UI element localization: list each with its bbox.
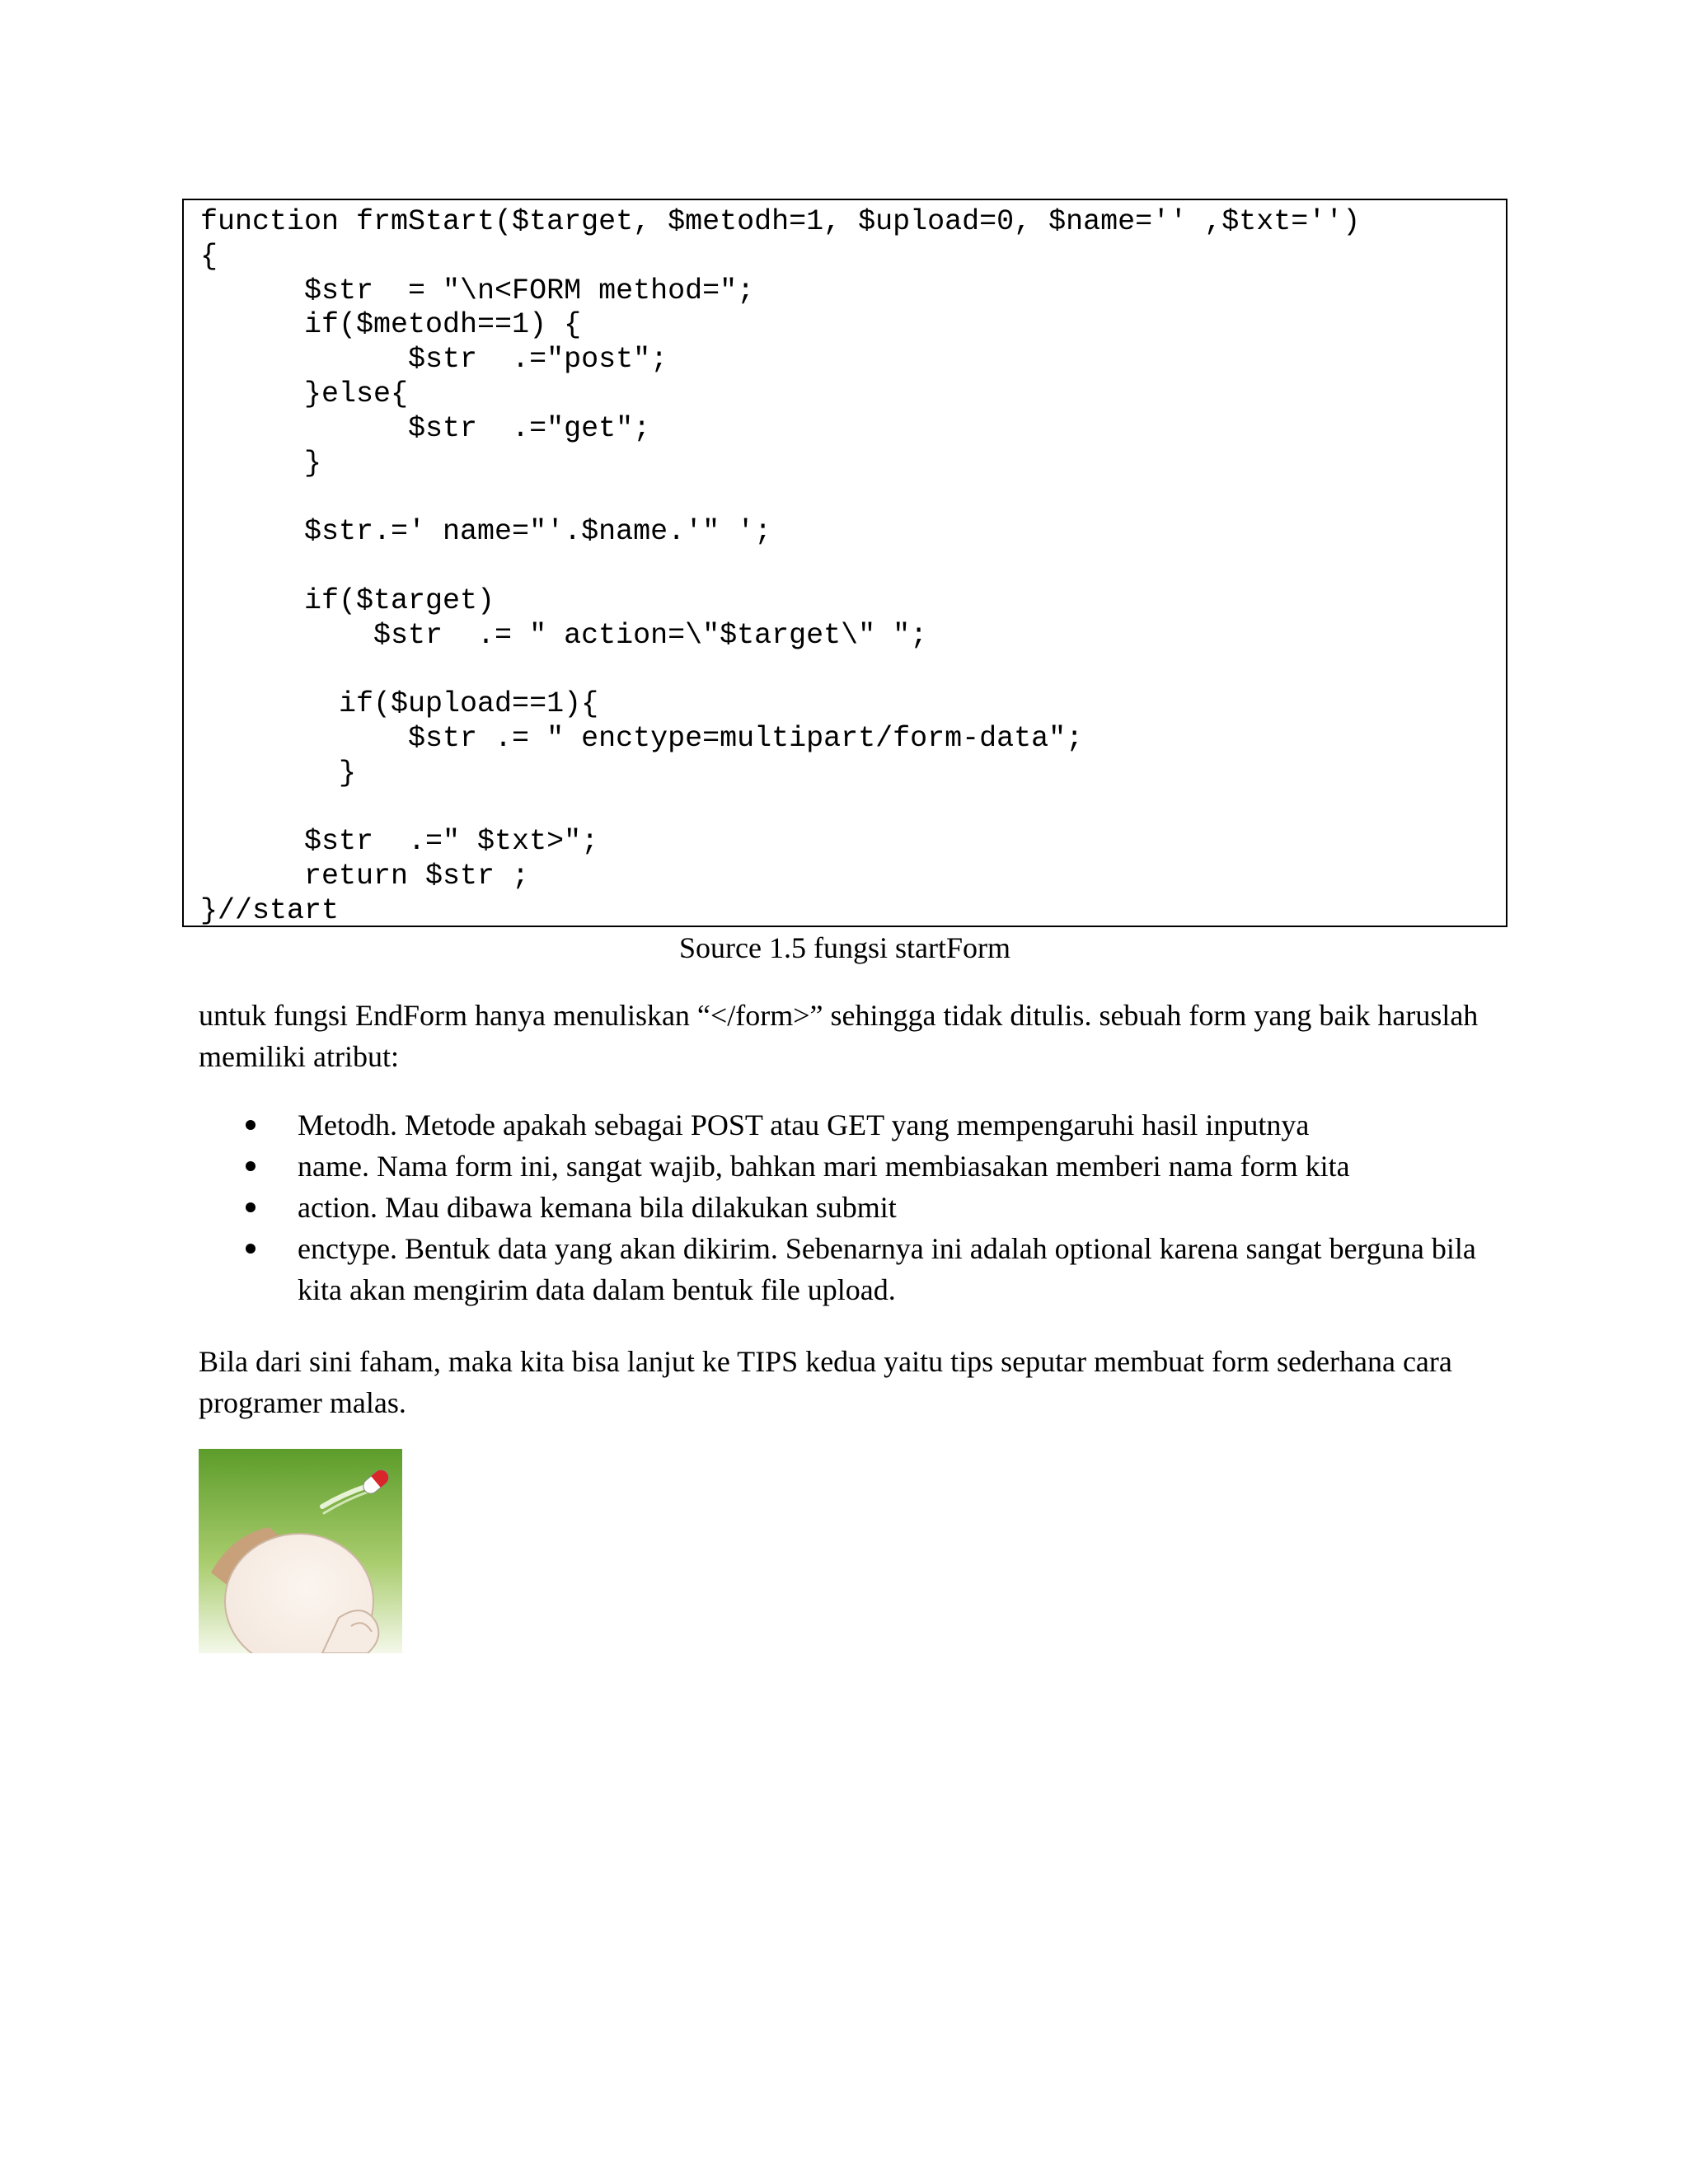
list-item <box>199 1187 1501 1228</box>
list-item-text: enctype. Bentuk data yang akan dikirim. Sebenarnya ini adalah optional karena sangat berguna bila kita akan mengirim data dalam bentuk file upload. <box>298 1232 1476 1306</box>
list-item <box>199 1104 1501 1146</box>
code-text: function frmStart($target, $metodh=1, $upload=0, $name='' ,$txt='') { $str = "\n<FORM method="; if($metodh==1) { $str .="post"; }else{ $str .="get"; } $str.=' name="'.$name.'" '; if($target) $str .= " action=\"$target\" "; if($upload==1){ $str .= " enctype=multipart/form-data"; } $str .=" $txt>"; return $str ; }//start <box>200 205 1361 927</box>
list-item-text: Metodh. Metode apakah sebagai POST atau GET yang mempengaruhi hasil inputnya <box>298 1108 1310 1141</box>
list-item <box>199 1228 1501 1310</box>
code-caption: Source 1.5 fungsi startForm <box>679 931 1010 964</box>
illustration-svg <box>199 1449 402 1653</box>
list-item-text: name. Nama form ini, sangat wajib, bahkan mari membiasakan memberi nama form kita <box>298 1150 1350 1183</box>
list-item-text: action. Mau dibawa kemana bila dilakukan submit <box>298 1191 897 1224</box>
bullet-icon <box>246 1244 256 1254</box>
closing-paragraph: Bila dari sini faham, maka kita bisa lanjut ke TIPS kedua yaitu tips seputar membuat form sederhana cara programer malas. <box>199 1345 1452 1419</box>
code-block <box>182 199 1507 927</box>
bullet-icon <box>246 1161 256 1171</box>
bullet-icon <box>246 1120 256 1130</box>
bullet-icon <box>246 1202 256 1212</box>
intro-paragraph: untuk fungsi EndForm hanya menuliskan “</form>” sehingga tidak ditulis. sebuah form yang baik haruslah memiliki atribut: <box>199 999 1479 1073</box>
attribute-list <box>199 1104 1501 1310</box>
thinking-character-illustration <box>199 1449 402 1653</box>
list-item <box>199 1146 1501 1187</box>
